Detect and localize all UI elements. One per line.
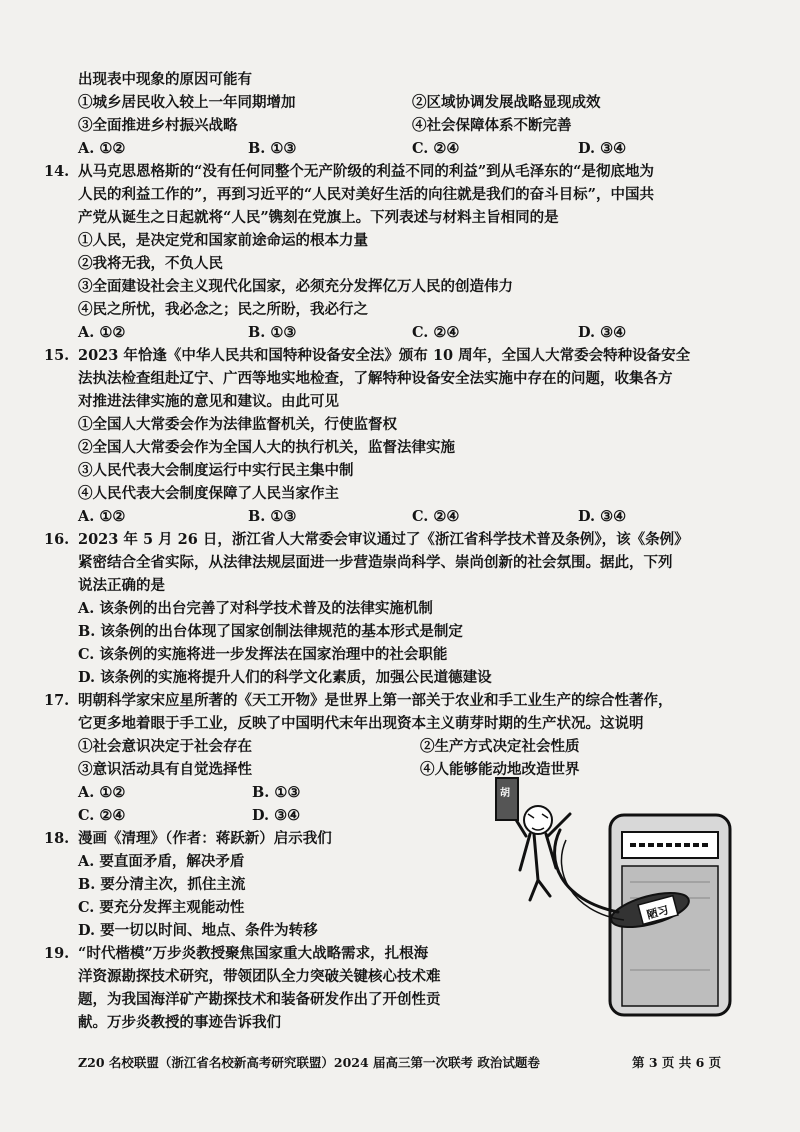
q13-option-c: C. ②④ xyxy=(412,140,460,157)
q16-option-c: C. 该条例的实施将进一步发挥法在国家治理中的社会职能 xyxy=(78,646,448,663)
q15-number: 15. xyxy=(44,347,70,364)
q15-item-2: ②全国人大常委会作为全国人大的执行机关，监督法律实施 xyxy=(78,439,455,456)
q18-number: 18. xyxy=(44,830,70,847)
q16-stem-3: 说法正确的是 xyxy=(78,577,165,594)
q17-option-c: C. ②④ xyxy=(78,807,126,824)
q17-stem-2: 它更多地着眼于手工业，反映了中国明代末年出现资本主义萌芽时期的生产状况。这说明 xyxy=(78,715,644,732)
q14-item-2: ②我将无我，不负人民 xyxy=(78,255,223,272)
q15-option-d: D. ③④ xyxy=(578,508,627,525)
q18-option-c: C. 要充分发挥主观能动性 xyxy=(78,899,245,916)
q17-option-a: A. ①② xyxy=(78,784,126,801)
small-sign-label: 胡 xyxy=(500,788,510,799)
q13-item-2: ②区域协调发展战略显现成效 xyxy=(412,94,601,111)
q15-option-c: C. ②④ xyxy=(412,508,460,525)
q16-stem-1: 2023 年 5 月 26 日，浙江省人大常委会审议通过了《浙江省科学技术普及条例》，该《条例》 xyxy=(78,531,689,548)
q14-item-3: ③全面建设社会主义现代化国家，必须充分发挥亿万人民的创造伟力 xyxy=(78,278,513,295)
comic-illustration xyxy=(490,770,740,1020)
q17-item-4: ④人能够能动地改造世界 xyxy=(420,761,580,778)
q17-item-2: ②生产方式决定社会性质 xyxy=(420,738,580,755)
q14-item-4: ④民之所忧，我必念之；民之所盼，我必行之 xyxy=(78,301,368,318)
q13-option-d: D. ③④ xyxy=(578,140,627,157)
q16-option-b: B. 该条例的出台体现了国家创制法律规范的基本形式是制定 xyxy=(78,623,463,640)
q17-item-3: ③意识活动具有自觉选择性 xyxy=(78,761,252,778)
q18-stem: 漫画《清理》（作者：蒋跃新）启示我们 xyxy=(78,830,332,847)
q14-item-1: ①人民，是决定党和国家前途命运的根本力量 xyxy=(78,232,368,249)
q19-number: 19. xyxy=(44,945,70,962)
q15-item-4: ④人民代表大会制度保障了人民当家作主 xyxy=(78,485,339,502)
q16-number: 16. xyxy=(44,531,70,548)
q14-option-b: B. ①③ xyxy=(248,324,297,341)
q17-item-1: ①社会意识决定于社会存在 xyxy=(78,738,252,755)
q17-number: 17. xyxy=(44,692,70,709)
q19-stem-2: 洋资源勘探技术研究，带领团队全力突破关键核心技术难 xyxy=(78,968,441,985)
q15-item-1: ①全国人大常委会作为法律监督机关，行使监督权 xyxy=(78,416,397,433)
slipper-label: 陋习 xyxy=(645,903,670,922)
q15-item-3: ③人民代表大会制度运行中实行民主集中制 xyxy=(78,462,354,479)
q16-option-a: A. 该条例的出台完善了对科学技术普及的法律实施机制 xyxy=(78,600,433,617)
q13-item-1: ①城乡居民收入较上一年同期增加 xyxy=(78,94,296,111)
q15-stem-1: 2023 年恰逢《中华人民共和国特种设备安全法》颁布 10 周年，全国人大常委会特种设备安全 xyxy=(78,347,691,364)
q15-stem-2: 法执法检查组赴辽宁、广西等地实地检查，了解特种设备安全法实施中存在的问题，收集各方 xyxy=(78,370,673,387)
q13-item-3: ③全面推进乡村振兴战略 xyxy=(78,117,238,134)
q19-stem-4: 献。万步炎教授的事迹告诉我们 xyxy=(78,1014,281,1031)
q14-option-a: A. ①② xyxy=(78,324,126,341)
q19-stem-3: 题，为我国海洋矿产勘探技术和装备研发作出了开创性贡 xyxy=(78,991,441,1008)
q14-stem-1: 从马克思恩格斯的“没有任何同整个无产阶级的利益不同的利益”到从毛泽东的“是彻底地为 xyxy=(78,163,655,180)
q15-option-b: B. ①③ xyxy=(248,508,297,525)
motion-arc xyxy=(555,830,618,912)
q14-option-c: C. ②④ xyxy=(412,324,460,341)
q15-option-a: A. ①② xyxy=(78,508,126,525)
q17-option-d: D. ③④ xyxy=(252,807,301,824)
q16-stem-2: 紧密结合全省实际，从法律法规层面进一步营造崇尚科学、崇尚创新的社会氛围。据此，下列 xyxy=(78,554,673,571)
q14-stem-3: 产党从诞生之日起就将“人民”镌刻在党旗上。下列表述与材料主旨相同的是 xyxy=(78,209,559,226)
q14-stem-2: 人民的利益工作的”，再到习近平的“人民对美好生活的向往就是我们的奋斗目标”，中国共 xyxy=(78,186,655,203)
q14-option-d: D. ③④ xyxy=(578,324,627,341)
small-sign-icon xyxy=(496,778,518,820)
q18-option-d: D. 要一切以时间、地点、条件为转移 xyxy=(78,922,318,939)
q16-option-d: D. 该条例的实施将提升人们的科学文化素质，加强公民道德建设 xyxy=(78,669,492,686)
q13-option-a: A. ①② xyxy=(78,140,126,157)
footer-exam-title: Z20 名校联盟（浙江省名校新高考研究联盟）2024 届高三第一次联考 政治试题卷 xyxy=(78,1055,540,1070)
q15-stem-3: 对推进法律实施的意见和建议。由此可见 xyxy=(78,393,339,410)
q13-option-b: B. ①③ xyxy=(248,140,297,157)
q13-item-4: ④社会保障体系不断完善 xyxy=(412,117,572,134)
q17-option-b: B. ①③ xyxy=(252,784,301,801)
q13-stem: 出现表中现象的原因可能有 xyxy=(78,71,252,88)
footer-page-number: 第 3 页 共 6 页 xyxy=(632,1055,722,1070)
q19-stem-1: “时代楷模”万步炎教授聚焦国家重大战略需求，扎根海 xyxy=(78,945,429,962)
q18-option-b: B. 要分清主次，抓住主流 xyxy=(78,876,246,893)
q17-stem-1: 明朝科学家宋应星所著的《天工开物》是世界上第一部关于农业和手工业生产的综合性著作， xyxy=(78,692,673,709)
q18-option-a: A. 要直面矛盾，解决矛盾 xyxy=(78,853,245,870)
q14-number: 14. xyxy=(44,163,70,180)
